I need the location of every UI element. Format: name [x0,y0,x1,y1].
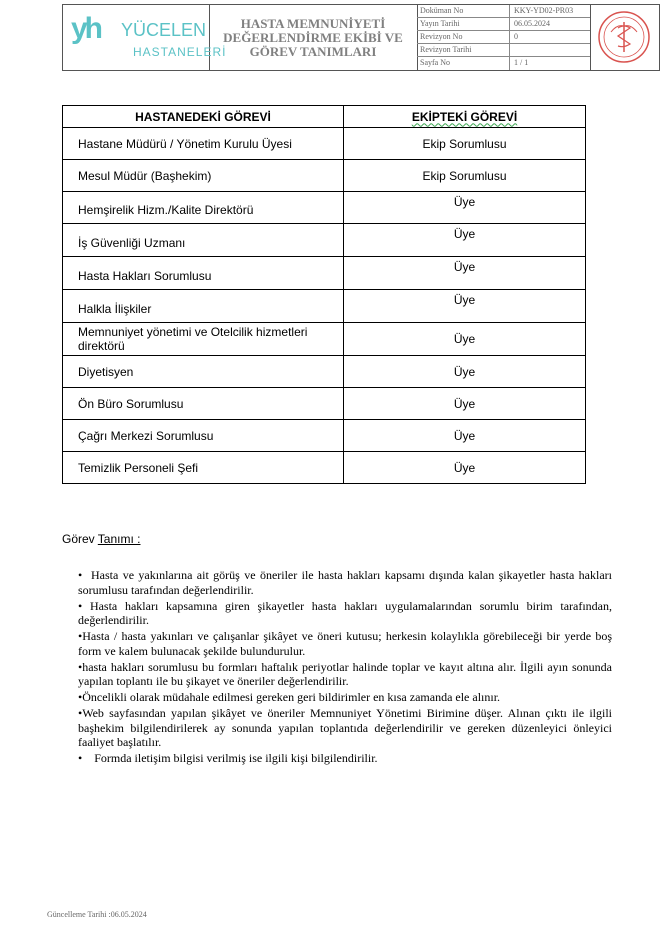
table-row [63,420,586,452]
meta-label: Revizyon Tarihi [417,44,510,56]
document-meta-table [417,5,591,70]
hospital-role-cell: İş Güvenliği Uzmanı [63,224,344,257]
title-line: DEĞERLENDİRME EKİBİ VE [223,29,403,45]
header-team-role [344,106,586,128]
team-role-cell: Üye [344,257,586,290]
section-title [62,532,140,546]
list-item [78,629,612,658]
section-title-prefix: Görev [62,532,98,546]
meta-value: 1 / 1 [514,58,529,67]
bullet-icon: • [78,690,83,704]
meta-value: KKY-YD02-PR03 [514,6,574,15]
hospital-role-cell: Ön Büro Sorumlusu [63,388,344,420]
hospital-role-cell: Mesul Müdür (Başhekim) [63,160,344,192]
team-role-cell: Üye [344,290,586,323]
table-row [63,192,586,224]
bullet-icon: • [78,706,83,720]
header-hospital-role: HASTANEDEKİ GÖREVİ [63,106,344,128]
team-role-cell: Üye [344,224,586,257]
hospital-role-cell: Çağrı Merkezi Sorumlusu [63,420,344,452]
bullet-icon: • [78,598,90,613]
list-item-text: Hasta ve yakınlarına ait görüş ve öneriler ile hasta hakları kapsamı dışında kalan şikayetler hasta hakları sorumlusu tarafından değerlendirilir. [78,568,612,597]
meta-row [417,31,590,44]
table-row [63,224,586,257]
hospital-role-cell: Halkla İlişkiler [63,290,344,323]
team-role-cell: Ekip Sorumlusu [344,128,586,160]
meta-label: Yayın Tarihi [417,18,510,30]
team-role-cell: Üye [344,323,586,356]
table-row [63,128,586,160]
table-row [63,452,586,484]
list-item-text: Hasta hakları kapsamına giren şikayetler hasta hakları uygulamalarından sorumlu birim tarafından, değerlendirilir. [78,598,613,627]
hospital-role-cell: Diyetisyen [63,356,344,388]
meta-row [417,18,590,31]
meta-value: 06.05.2024 [514,19,550,28]
bullet-icon: • [78,659,83,674]
hospital-role-cell: Memnuniyet yönetimi ve Otelcilik hizmetleri direktörü [63,323,344,356]
list-item-text: Öncelikli olarak müdahale edilmesi gereken geri bildirimler en kısa zamanda ele alınır. [82,690,501,704]
update-date-footer: Güncelleme Tarihi :06.05.2024 [47,910,147,919]
table-row [63,160,586,192]
duty-description-list [78,568,612,767]
header-team-role-text: EKİPTEKİ GÖREVİ [411,109,518,124]
meta-label: Doküman No [417,5,510,17]
team-role-cell: Üye [344,356,586,388]
logo-subtitle: HASTANELERİ [133,45,227,59]
list-item [78,690,612,705]
team-role-cell: Üye [344,192,586,224]
meta-label: Revizyon No [417,31,510,43]
document-title [209,5,418,70]
list-item [78,751,612,766]
team-role-cell: Ekip Sorumlusu [344,160,586,192]
list-item-text: Web sayfasından yapılan şikâyet ve öneriler Memnuniyet Yönetimi Birimine düşer. Alınan çıktı ile ilgili başhekim bilgilendirilerek ay sonunda yapılan toplantıda değerlendirilir ve gereken düzenleyici önleyici faaliyet başlatılır. [78,706,612,749]
ministry-seal [590,5,659,70]
table-row [63,257,586,290]
list-item [78,599,612,628]
list-item [78,568,612,597]
bullet-icon: • [78,629,83,643]
hospital-role-cell: Hastane Müdürü / Yönetim Kurulu Üyesi [63,128,344,160]
meta-value: 0 [514,32,518,41]
team-role-cell: Üye [344,452,586,484]
team-table [62,105,586,484]
logo-mark: yh [71,12,101,45]
list-item-text: Formda iletişim bilgisi verilmiş ise ilgili kişi bilgilendirilir. [94,751,378,765]
meta-row [417,57,590,70]
seal-icon [597,10,651,64]
bullet-icon: • [78,568,91,582]
title-line: HASTA MEMNUNİYETİ [240,15,386,31]
hospital-logo [63,5,227,70]
hospital-role-cell: Hemşirelik Hizm./Kalite Direktörü [63,192,344,224]
meta-value [510,44,514,56]
list-item-text: hasta hakları sorumlusu bu formları haftalık periyotlar halinde toplar ve kayıt altına alır. İlgili ayın sonunda yapılan toplantı ile bu şikayet ve öneriler değerlendirilir. [78,659,612,688]
table-row [63,356,586,388]
team-role-cell: Üye [344,388,586,420]
bullet-icon: • [78,751,95,765]
list-item [78,660,612,689]
table-header-row [63,106,586,128]
meta-row [417,44,590,57]
logo-name: YÜCELEN [121,20,207,40]
list-item [78,706,612,750]
document-header [62,4,660,71]
meta-label: Sayfa No [417,57,510,70]
title-line: GÖREV TANIMLARI [249,43,377,59]
team-role-cell: Üye [344,420,586,452]
meta-row [417,5,590,18]
table-row [63,290,586,323]
list-item-text: Hasta / hasta yakınları ve çalışanlar şikâyet ve öneri kutusu; herkesin kolaylıkla görebileceği bir yerde boş form ve kalem bulunacak şekilde bulundurulur. [78,629,612,658]
section-title-underlined: Tanımı : [97,532,141,546]
hospital-role-cell: Temizlik Personeli Şefi [63,452,344,484]
table-row [63,388,586,420]
hospital-role-cell: Hasta Hakları Sorumlusu [63,257,344,290]
table-row [63,323,586,356]
